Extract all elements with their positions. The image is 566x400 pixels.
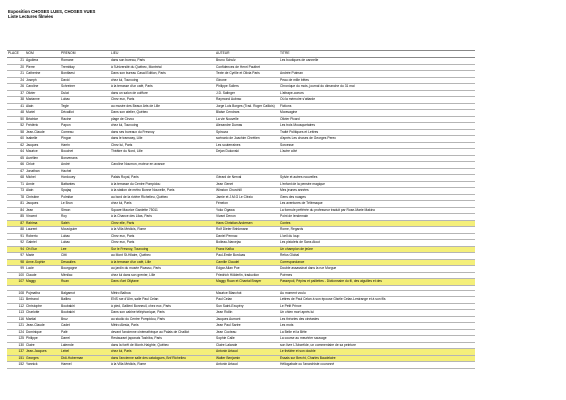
cell-lieu: Théâtre du Nord, Lille bbox=[110, 149, 215, 156]
cell-auteur: Jean Paul Sartre bbox=[215, 323, 279, 330]
cell-auteur: Maurice Blanchot bbox=[215, 290, 279, 297]
cell-auteur: Winston Churchill bbox=[215, 188, 279, 195]
cell-nom: Jean-Claude bbox=[25, 323, 60, 330]
cell-place: 97 bbox=[7, 253, 25, 260]
cell-place: 151 bbox=[7, 355, 25, 362]
cell-lieu: dans ses bureaux du Fresnoy bbox=[110, 129, 215, 136]
cell-place: 87 bbox=[7, 220, 25, 227]
cell-place: 130 bbox=[7, 342, 25, 349]
cell-titre: Les mots bbox=[279, 323, 475, 330]
cell-lieu: dans le tramway, Lille bbox=[110, 136, 215, 143]
cell-prenom: Hachel bbox=[60, 168, 110, 175]
cell-titre: L'oeil du loup bbox=[279, 233, 475, 240]
cell-auteur: Raymond Aubrac bbox=[215, 97, 279, 104]
cell-titre: Le théâtre et son double bbox=[279, 349, 475, 356]
document-subtitle: Liste Lectures filmées bbox=[8, 14, 54, 20]
cell-place: 98 bbox=[7, 259, 25, 266]
cell-place: 26 bbox=[7, 84, 25, 91]
cell-auteur: Vivant Denon bbox=[215, 214, 279, 221]
cell-titre: L'enfant de la pensée magique bbox=[279, 181, 475, 188]
cell-nom: Martial bbox=[25, 316, 60, 323]
cell-nom: Dominique bbox=[25, 329, 60, 336]
cell-nom: Claude bbox=[25, 272, 60, 279]
cell-titre: Les aventures de Télémaque bbox=[279, 201, 475, 208]
cell-lieu: chez lui dans son grenier, Lille bbox=[110, 272, 215, 279]
cell-auteur: Fénelon bbox=[215, 201, 279, 208]
cell-auteur: Alexandre Dumas bbox=[215, 123, 279, 130]
cell-prenom: Roy bbox=[60, 214, 110, 221]
cell-auteur: Friedrich Hölderlin, traduction bbox=[215, 272, 279, 279]
cell-titre: Andrée Putman bbox=[279, 71, 475, 78]
cell-nom: Catherine bbox=[25, 71, 60, 78]
cell-titre: Un chien mort après lui bbox=[279, 310, 475, 317]
cell-prenom: Lubac bbox=[60, 240, 110, 247]
cell-place: 94 bbox=[7, 246, 25, 253]
cell-auteur: Jorge Luis Borges (Trad. Roger Caillois) bbox=[215, 103, 279, 110]
cell-titre: son livre L'Abcrélde, un commentaire de sa peinture bbox=[279, 342, 475, 349]
cell-lieu: chez lui, Tourcoing bbox=[110, 123, 215, 130]
cell-nom: Chloé bbox=[25, 162, 60, 169]
readings-table bbox=[7, 50, 475, 369]
cell-prenom: Lalemde bbox=[60, 342, 110, 349]
cell-nom: Laurent bbox=[25, 227, 60, 234]
cell-place: 38 bbox=[7, 97, 25, 104]
cell-auteur: Sophie Calle bbox=[215, 336, 279, 343]
cell-nom: Christophe bbox=[25, 303, 60, 310]
cell-lieu: à la Villa Médicis, Rome bbox=[110, 362, 215, 369]
cell-nom: Christine bbox=[25, 194, 60, 201]
cell-place: 50 bbox=[7, 116, 25, 123]
cell-prenom: Ménilac bbox=[60, 272, 110, 279]
cell-prenom: Polmitar bbox=[60, 194, 110, 201]
cell-auteur: Antonin Artaud bbox=[215, 349, 279, 356]
cell-lieu: Chez eux, Paris bbox=[110, 240, 215, 247]
cell-titre: Rome, Regards bbox=[279, 227, 475, 234]
cell-auteur: Les souterraines bbox=[215, 142, 279, 149]
cell-prenom: Bouchet bbox=[60, 149, 110, 156]
cell-auteur: J.D. Salinger bbox=[215, 90, 279, 97]
cell-nom: Lucie bbox=[25, 266, 60, 273]
cell-prenom: Boubakiri bbox=[60, 303, 110, 310]
document-title: Exposition CHOSES LUES, CHOSES VUES bbox=[8, 9, 96, 14]
cell-lieu: au jardin du musée Picasso, Paris bbox=[110, 266, 215, 273]
cell-lieu: dans la forêt de Montr-Haighte, Québec bbox=[110, 342, 215, 349]
cell-nom: Jean bbox=[25, 207, 60, 214]
cell-nom: Marianne bbox=[25, 97, 60, 104]
cell-titre: Traité Politiques et Lettres bbox=[279, 129, 475, 136]
cell-lieu: devant l'ancienne cinémathèque au Palais de Chaillot bbox=[110, 329, 215, 336]
cell-lieu: Dans son bureau Casal Edition, Paris bbox=[110, 71, 215, 78]
cell-titre: L'attrape-coeurs bbox=[279, 90, 475, 97]
cell-place: 24 bbox=[7, 77, 25, 84]
cell-lieu: Caroline Noumon, moteur en avance bbox=[110, 162, 215, 169]
cell-auteur: Jean Genet bbox=[215, 181, 279, 188]
column-header-nom: NOM bbox=[25, 51, 60, 58]
cell-place: 37 bbox=[7, 90, 25, 97]
cell-place: 41 bbox=[7, 103, 25, 110]
cell-auteur: Philippe Sollers bbox=[215, 84, 279, 91]
cell-lieu: Square Maurice Gardette 75011 bbox=[110, 207, 215, 214]
cell-lieu: à la terrasse d'un café, Lille bbox=[110, 259, 215, 266]
cell-titre: La course au meurtrier sauvage bbox=[279, 336, 475, 343]
cell-place: 64 bbox=[7, 149, 25, 156]
cell-lieu: au studio du Centre Pompidou, Paris bbox=[110, 316, 215, 323]
cell-nom: Frédéric bbox=[25, 123, 60, 130]
cell-lieu: Sur le Fresnoy, Tourcoing bbox=[110, 246, 215, 253]
cell-titre: Fictions bbox=[279, 103, 475, 110]
cell-prenom: David bbox=[60, 77, 110, 84]
cell-place: 84 bbox=[7, 207, 25, 214]
cell-nom: Jacques bbox=[25, 142, 60, 149]
cell-nom: Yannick bbox=[25, 362, 60, 369]
cell-nom: Gabriel bbox=[25, 240, 60, 247]
cell-lieu: au Mont St-Hilaire, Québec bbox=[110, 253, 215, 260]
cell-auteur: Paul Celan bbox=[215, 297, 279, 304]
cell-prenom: Dulat bbox=[60, 90, 110, 97]
cell-nom: Roberto bbox=[25, 233, 60, 240]
cell-titre: Lettres de Paul Celan à son épouse Gisèle Celan-Lestrange et à son fils bbox=[279, 297, 475, 304]
cell-lieu: Métro Alesia, Paris bbox=[110, 323, 215, 330]
cell-lieu: à l'Université du Québec, Montréal bbox=[110, 64, 215, 71]
cell-titre: Contes bbox=[279, 220, 475, 227]
cell-place: 108 bbox=[7, 290, 25, 297]
cell-prenom: Bonvenans bbox=[60, 155, 110, 162]
cell-titre: La formule préférée du professeur traduit par Rose-Marie Makino bbox=[279, 207, 475, 214]
cell-auteur: Confidences de Henri Pauthet bbox=[215, 64, 279, 71]
cell-auteur: La vie Nouvelle bbox=[215, 116, 279, 123]
cell-titre: Gens des nuages bbox=[279, 194, 475, 201]
cell-prenom: Racine bbox=[60, 116, 110, 123]
cell-auteur: Antonin Artaud bbox=[215, 362, 279, 369]
cell-prenom: Schreiner bbox=[60, 84, 110, 91]
cell-place: 48 bbox=[7, 110, 25, 117]
cell-titre: Au moment voulu bbox=[279, 290, 475, 297]
cell-nom: Charlotte bbox=[25, 310, 60, 317]
cell-prenom: Desaulles bbox=[60, 259, 110, 266]
cell-prenom: Bruz bbox=[60, 316, 110, 323]
cell-nom: Jean-Jacques bbox=[25, 349, 60, 356]
cell-titre: Où la mémoire s'attarde bbox=[279, 97, 475, 104]
cell-place: 100 bbox=[7, 272, 25, 279]
cell-nom: Maggy bbox=[25, 279, 60, 286]
cell-auteur: Sun Saint-Exupéry bbox=[215, 303, 279, 310]
cell-titre: d'après Les choses de Georges Perec bbox=[279, 136, 475, 143]
cell-prenom: Mouviguier bbox=[60, 227, 110, 234]
cell-place: 107 bbox=[7, 279, 25, 286]
cell-prenom: Décaillot bbox=[60, 110, 110, 117]
cell-titre: L'autre côté bbox=[279, 149, 475, 156]
cell-place: 73 bbox=[7, 188, 25, 195]
cell-auteur: Texte de Cyrille et Olivia Paris bbox=[215, 71, 279, 78]
cell-lieu: au musée des Beaux Arts de Lille bbox=[110, 103, 215, 110]
table-header-row bbox=[7, 51, 475, 58]
cell-place: 116 bbox=[7, 316, 25, 323]
cell-prenom: Bourgogne bbox=[60, 266, 110, 273]
cell-prenom: Spajaq bbox=[60, 188, 110, 195]
cell-place: 121 bbox=[7, 323, 25, 330]
cell-nom: Michel bbox=[25, 175, 60, 182]
cell-nom: Jean-Claude bbox=[25, 129, 60, 136]
cell-auteur: Paul-Emile Borduas bbox=[215, 253, 279, 260]
cell-place: 113 bbox=[7, 310, 25, 317]
cell-prenom: Harrin bbox=[60, 142, 110, 149]
table-row bbox=[7, 362, 475, 369]
cell-place: 58 bbox=[7, 129, 25, 136]
cell-place: 66 bbox=[7, 162, 25, 169]
cell-place: 91 bbox=[7, 233, 25, 240]
cell-place: 124 bbox=[7, 329, 25, 336]
cell-titre: Moravagine bbox=[279, 110, 475, 117]
cell-place: 88 bbox=[7, 227, 25, 234]
cell-nom: Aguilera bbox=[25, 58, 60, 65]
cell-place: 78 bbox=[7, 194, 25, 201]
cell-lieu: Chez eux, Paris bbox=[110, 233, 215, 240]
cell-auteur: Franz Kafka bbox=[215, 246, 279, 253]
cell-auteur: Blaise Cendrars bbox=[215, 110, 279, 117]
cell-lieu: plage de Cirvoo bbox=[110, 116, 215, 123]
cell-nom: Alain bbox=[25, 188, 60, 195]
cell-place: 68 bbox=[7, 175, 25, 182]
cell-auteur: Yoko Ogawa bbox=[215, 207, 279, 214]
cell-auteur: Maggy Ruan et Chantal Brayer bbox=[215, 279, 279, 286]
cell-titre: Olivier Picard bbox=[279, 116, 475, 123]
cell-place: 71 bbox=[7, 181, 25, 188]
cell-auteur: Spinoza bbox=[215, 129, 279, 136]
cell-titre: Double assassinat dans la rue Morgue bbox=[279, 266, 475, 273]
cell-place: 125 bbox=[7, 336, 25, 343]
cell-lieu: Métro Balboa bbox=[110, 290, 215, 297]
cell-prenom: Tremblay bbox=[60, 64, 110, 71]
cell-lieu: Dans d'art Ollylane bbox=[110, 279, 215, 286]
cell-nom: Aurélien bbox=[25, 155, 60, 162]
cell-titre: Les boutiques de cannelle bbox=[279, 58, 475, 65]
column-header-titre: TITRE bbox=[279, 51, 475, 58]
cell-lieu: chez lui, Paris bbox=[110, 349, 215, 356]
cell-nom: Georges bbox=[25, 355, 60, 362]
cell-prenom: Le Brun bbox=[60, 201, 110, 208]
cell-lieu: à la terrasse du Centre Pompidou bbox=[110, 181, 215, 188]
cell-titre: Point de lendemain bbox=[279, 214, 475, 221]
cell-prenom: Battantes bbox=[60, 181, 110, 188]
cell-titre: Un champion de jeûne bbox=[279, 246, 475, 253]
cell-prenom: Citti bbox=[60, 253, 110, 260]
cell-place: 21 bbox=[7, 71, 25, 78]
cell-auteur: Bruno Schulz bbox=[215, 58, 279, 65]
cell-place: 67 bbox=[7, 168, 25, 175]
cell-titre: Le Petit Prince bbox=[279, 303, 475, 310]
cell-auteur: Rolf Dieter Brinkmann bbox=[215, 227, 279, 234]
cell-nom: Pierre bbox=[25, 64, 60, 71]
cell-auteur: Daniel Pennac bbox=[215, 233, 279, 240]
cell-prenom: Romane bbox=[60, 58, 110, 65]
cell-auteur: Jean Cocteau bbox=[215, 329, 279, 336]
cell-place: 81 bbox=[7, 201, 25, 208]
cell-prenom: Papon bbox=[60, 123, 110, 130]
cell-place: 137 bbox=[7, 349, 25, 356]
cell-lieu: chez lui, Paris bbox=[110, 201, 215, 208]
cell-nom: Marie bbox=[25, 253, 60, 260]
cell-lieu: dans son bureau, Paris bbox=[110, 58, 215, 65]
cell-lieu: au bord de la rivière Richelieu, Québec bbox=[110, 194, 215, 201]
cell-auteur: Jamie et J.M.G Le Clézio bbox=[215, 194, 279, 201]
cell-titre: Sylvie et autres nouvelles bbox=[279, 175, 475, 182]
cell-titre: Sorcesse bbox=[279, 142, 475, 149]
cell-nom: Anne-Sophie bbox=[25, 259, 60, 266]
cell-nom: Rahima bbox=[25, 220, 60, 227]
cell-place: 111 bbox=[7, 297, 25, 304]
cell-nom: Béatrice bbox=[25, 116, 60, 123]
cell-lieu: Dans son cabine téléphonique, Paris bbox=[110, 310, 215, 317]
cell-prenom: Balgamot bbox=[60, 290, 110, 297]
cell-place: 92 bbox=[7, 240, 25, 247]
cell-auteur: Jean Rollin bbox=[215, 310, 279, 317]
cell-place: 65 bbox=[7, 155, 25, 162]
cell-prenom: Hordouey bbox=[60, 175, 110, 182]
cell-nom: Annie bbox=[25, 181, 60, 188]
cell-nom: Maurice bbox=[25, 149, 60, 156]
cell-nom: Isabelle bbox=[25, 136, 60, 143]
cell-nom: Vincent bbox=[25, 214, 60, 221]
cell-lieu: Chez lui, Paris bbox=[110, 142, 215, 149]
cell-titre: Chronique du mois, journal du dimanche du 31 mai bbox=[279, 84, 475, 91]
cell-nom: Claire bbox=[25, 342, 60, 349]
cell-lieu: à la terrasse d'un café, Paris bbox=[110, 84, 215, 91]
cell-nom: Philippe bbox=[25, 336, 60, 343]
cell-prenom: Lebel bbox=[60, 349, 110, 356]
cell-place: 152 bbox=[7, 362, 25, 369]
cell-prenom: Darrel bbox=[60, 336, 110, 343]
cell-prenom: Tegle bbox=[60, 103, 110, 110]
cell-prenom: Didi-Huberman bbox=[60, 355, 110, 362]
cell-nom: Pujmatha bbox=[25, 290, 60, 297]
cell-place: 99 bbox=[7, 266, 25, 273]
cell-auteur: Camille Claudel bbox=[215, 259, 279, 266]
cell-prenom: Ruan bbox=[60, 279, 110, 286]
cell-prenom: Palé bbox=[60, 329, 110, 336]
cell-prenom: Boubakiri bbox=[60, 310, 110, 317]
cell-auteur: Claire Lalande bbox=[215, 342, 279, 349]
column-header-place: PLACE bbox=[7, 51, 25, 58]
cell-nom: Muriel bbox=[25, 110, 60, 117]
cell-auteur: Hans Christian Andersen bbox=[215, 220, 279, 227]
cell-prenom: Cadet bbox=[60, 323, 110, 330]
cell-auteur: Gérard de Nerval bbox=[215, 175, 279, 182]
cell-lieu: à la Villa Médicis, Rome bbox=[110, 227, 215, 234]
column-header-lieu: LIEU bbox=[110, 51, 215, 58]
cell-lieu: dans l'ancienne salle des catalogues, Bnf Richelieu bbox=[110, 355, 215, 362]
cell-lieu: à la Chance des Lilas, Paris bbox=[110, 214, 215, 221]
document-header bbox=[8, 9, 95, 19]
cell-prenom: Comeau bbox=[60, 129, 110, 136]
cell-prenom: Simon bbox=[60, 207, 110, 214]
cell-titre: Essais sur Brecht, Charles Baudelaire bbox=[279, 355, 475, 362]
cell-place: 20 bbox=[7, 64, 25, 71]
cell-prenom: Bonifaesi bbox=[60, 71, 110, 78]
cell-titre: Correspondance bbox=[279, 259, 475, 266]
cell-titre: Poèmes bbox=[279, 272, 475, 279]
cell-prenom: Bailleu bbox=[60, 297, 110, 304]
cell-prenom: Saleh bbox=[60, 220, 110, 227]
column-header-prenom: PRENOM bbox=[60, 51, 110, 58]
cell-lieu: chez lui, Tourcoing bbox=[110, 77, 215, 84]
cell-titre: Mes jeunes années bbox=[279, 188, 475, 195]
cell-lieu: Chez eux, Paris bbox=[110, 97, 215, 104]
cell-nom: Oh Eun bbox=[25, 246, 60, 253]
cell-lieu: à la station de métro Bonne Nouvelle, Paris bbox=[110, 188, 215, 195]
cell-auteur: Edgar Allan Poe bbox=[215, 266, 279, 273]
cell-auteur: Dejan Dukovski bbox=[215, 149, 279, 156]
cell-nom: Joseph bbox=[25, 77, 60, 84]
cell-place: 112 bbox=[7, 303, 25, 310]
cell-lieu: à pied, Gallieni Bonneuil, chez eux, Paris bbox=[110, 303, 215, 310]
cell-place: 21 bbox=[7, 58, 25, 65]
cell-nom: Jacques bbox=[25, 201, 60, 208]
cell-nom: Alain bbox=[25, 103, 60, 110]
cell-auteur: Boileau-Narcejac bbox=[215, 240, 279, 247]
cell-lieu: Chez elle, Paris bbox=[110, 220, 215, 227]
cell-prenom: André bbox=[60, 162, 110, 169]
cell-lieu: Dans son atelier, Québec bbox=[110, 110, 215, 117]
cell-lieu: dans un salon de coiffure bbox=[110, 90, 215, 97]
cell-nom: Caroline bbox=[25, 84, 60, 91]
cell-titre: Les trois Mousquetaires bbox=[279, 123, 475, 130]
cell-titre: Passepoil, Pépins et paillettes - Dictionnaire du fil, des aiguilles et des bbox=[279, 279, 475, 286]
cell-prenom: Lubac bbox=[60, 97, 110, 104]
cell-nom: Bertrand bbox=[25, 297, 60, 304]
cell-auteur: Jacques Aumont bbox=[215, 316, 279, 323]
cell-titre: Héliogabale ou l'anarchiste couronné bbox=[279, 362, 475, 369]
cell-prenom: Lee bbox=[60, 246, 110, 253]
cell-titre: La Belle et la Bête bbox=[279, 329, 475, 336]
cell-auteur: Ginone bbox=[215, 77, 279, 84]
cell-prenom: Pingon bbox=[60, 136, 110, 143]
cell-titre: Les théories des cinéastes bbox=[279, 316, 475, 323]
cell-lieu: Palais Royal, Paris bbox=[110, 175, 215, 182]
cell-nom: Jonathan bbox=[25, 168, 60, 175]
cell-titre: Peau de mille bêtes bbox=[279, 77, 475, 84]
cell-place: 60 bbox=[7, 136, 25, 143]
column-header-auteur: AUTEUR bbox=[215, 51, 279, 58]
cell-auteur: Walter Benjamin bbox=[215, 355, 279, 362]
cell-auteur: scénario de Joachim Chrétien bbox=[215, 136, 279, 143]
table-body bbox=[7, 58, 475, 369]
cell-place: 85 bbox=[7, 214, 25, 221]
cell-nom: Olivier bbox=[25, 90, 60, 97]
cell-prenom: Lubac bbox=[60, 233, 110, 240]
cell-place: 52 bbox=[7, 123, 25, 130]
cell-prenom: Haenel bbox=[60, 362, 110, 369]
cell-titre: Les pistolets de Sans Atout bbox=[279, 240, 475, 247]
cell-place: 62 bbox=[7, 142, 25, 149]
cell-lieu: ENS rue d'Ulm, salle Paul Celan bbox=[110, 297, 215, 304]
cell-lieu: Restaurant japonais Toshiba, Paris bbox=[110, 336, 215, 343]
cell-titre: Refus Global bbox=[279, 253, 475, 260]
